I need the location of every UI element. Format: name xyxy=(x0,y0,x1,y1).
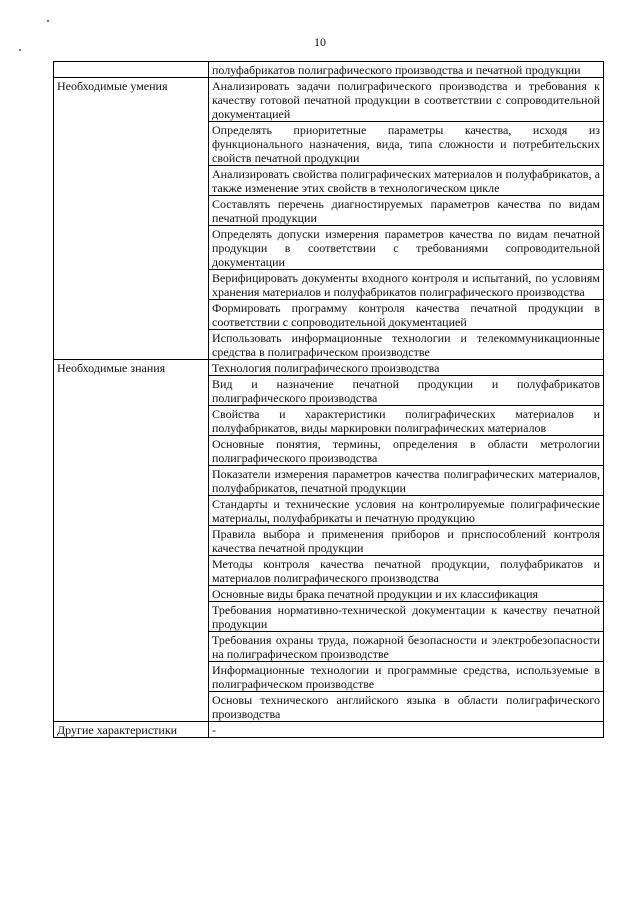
knowledge-item: Технология полиграфического производства xyxy=(209,360,604,376)
knowledge-item: Правила выбора и применения приборов и приспособлений контроля качества печатной продукции xyxy=(209,526,604,556)
row-label-skills: Необходимые умения xyxy=(54,78,209,360)
knowledge-item: Требования охраны труда, пожарной безопасности и электробезопасности на полиграфическом производстве xyxy=(209,632,604,662)
row-label-empty xyxy=(54,62,209,78)
skill-item: Определять приоритетные параметры качества, исходя из функционального назначения, вида, типа сложности и потребительских свойств печатной продукции xyxy=(209,122,604,166)
table-row xyxy=(54,62,604,78)
table-row xyxy=(54,360,604,376)
skill-item: Верифицировать документы входного контроля и испытаний, по условиям хранения материалов и полуфабрикатов полиграфического производства xyxy=(209,270,604,300)
knowledge-item: Вид и назначение печатной продукции и полуфабрикатов полиграфического производства xyxy=(209,376,604,406)
knowledge-item: Стандарты и технические условия на контролируемые полиграфические материалы, полуфабрикаты и печатную продукцию xyxy=(209,496,604,526)
row-text-other: - xyxy=(209,722,604,738)
requirements-table xyxy=(53,61,604,738)
knowledge-item: Показатели измерения параметров качества полиграфических материалов, полуфабрикатов, печатной продукции xyxy=(209,466,604,496)
row-text-continuation: полуфабрикатов полиграфического производства и печатной продукции xyxy=(209,62,604,78)
skill-item: Анализировать свойства полиграфических материалов и полуфабрикатов, а также изменение этих свойств в технологическом цикле xyxy=(209,166,604,196)
knowledge-item: Основы технического английского языка в области полиграфического производства xyxy=(209,692,604,722)
knowledge-item: Свойства и характеристики полиграфических материалов и полуфабрикатов, виды маркировки полиграфических материалов xyxy=(209,406,604,436)
knowledge-item: Информационные технологии и программные средства, используемые в полиграфическом производстве xyxy=(209,662,604,692)
knowledge-item: Методы контроля качества печатной продукции, полуфабрикатов и материалов полиграфического производства xyxy=(209,556,604,586)
skill-item: Определять допуски измерения параметров качества по видам печатной продукции в соответствии с требованиями сопроводительной документации xyxy=(209,226,604,270)
skill-item: Использовать информационные технологии и телекоммуникационные средства в полиграфическом производстве xyxy=(209,330,604,360)
knowledge-item: Основные понятия, термины, определения в области метрологии полиграфического производства xyxy=(209,436,604,466)
row-label-knowledge: Необходимые знания xyxy=(54,360,209,722)
skill-item: Формировать программу контроля качества печатной продукции в соответствии с сопроводительной документацией xyxy=(209,300,604,330)
knowledge-item: Требования нормативно-технической документации к качеству печатной продукции xyxy=(209,602,604,632)
table-row xyxy=(54,722,604,738)
scan-speck xyxy=(19,49,21,51)
knowledge-item: Основные виды брака печатной продукции и их классификация xyxy=(209,586,604,602)
table-row xyxy=(54,78,604,122)
skill-item: Анализировать задачи полиграфического производства и требования к качеству готовой печатной продукции в соответствии с сопроводительной документацией xyxy=(209,78,604,122)
requirements-table-body xyxy=(54,62,604,738)
skill-item: Составлять перечень диагностируемых параметров качества по видам печатной продукции xyxy=(209,196,604,226)
row-label-other: Другие характеристики xyxy=(54,722,209,738)
scan-speck xyxy=(47,20,49,22)
page-number: 10 xyxy=(314,35,326,49)
